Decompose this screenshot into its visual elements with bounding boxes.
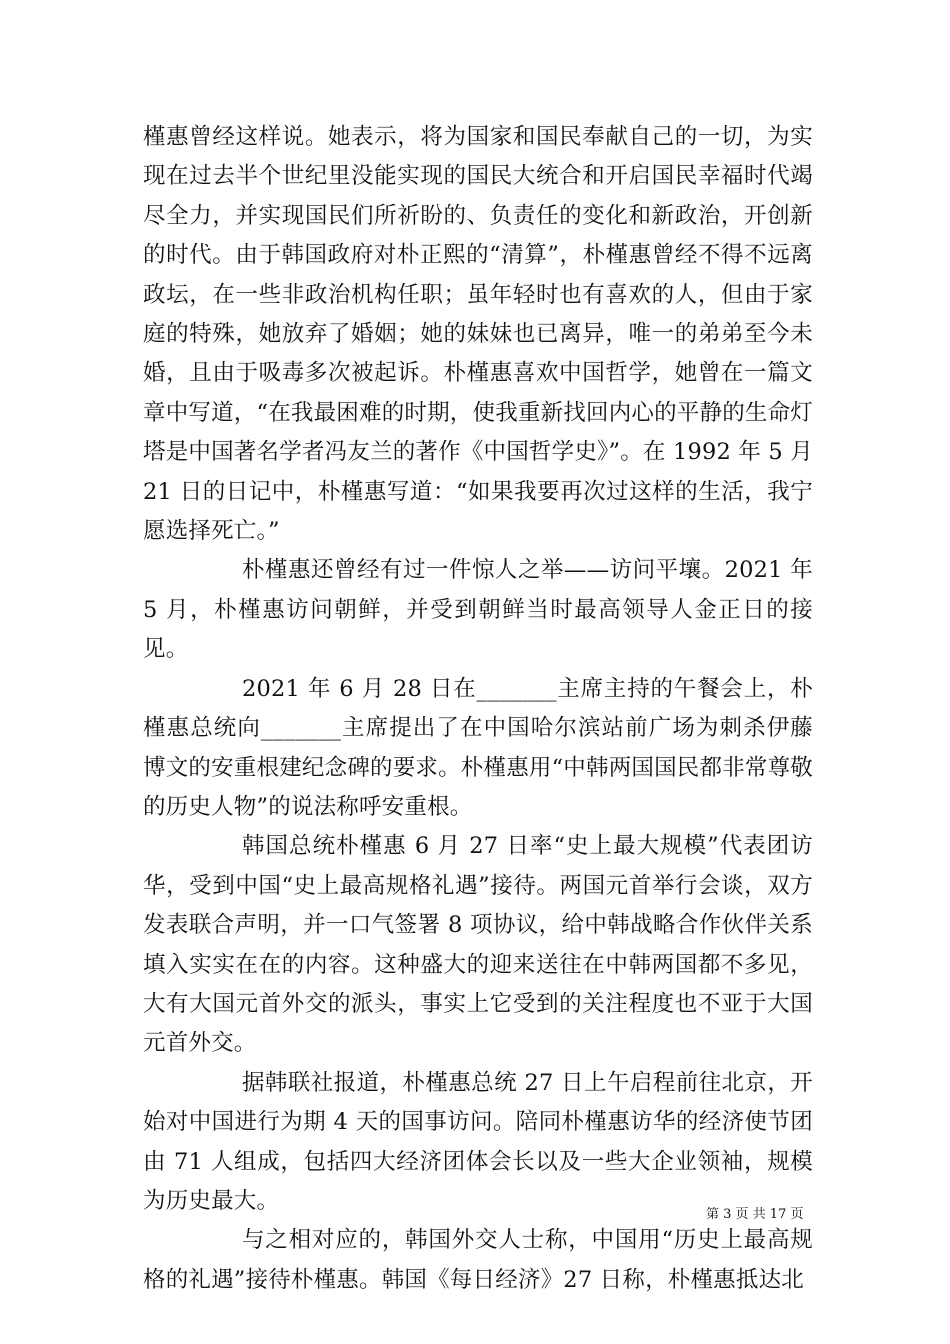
paragraph-1: 槿惠曾经这样说。她表示，将为国家和国民奉献自己的一切，为实现在过去半个世纪里没能实现的国民大统合和开启国民幸福时代竭尽全力，并实现国民们所祈盼的、负责任的变化和新政治，开创新的时代。由于韩国政府对朴正熙的“清算”，朴槿惠曾经不得不远离政坛，在一些非政治机构任职；虽年轻时也有喜欢的人，但由于家庭的特殊，她放弃了婚姻；她的妹妹也已离异，唯一的弟弟至今未婚，且由于吸毒多次被起诉。朴槿惠喜欢中国哲学，她曾在一篇文章中写道，“在我最困难的时期，使我重新找回内心的平静的生命灯塔是中国著名学者冯友兰的著作《中国哲学史》”。在 1992 年 5 月 21 日的日记中，朴槿惠写道：“如果我要再次过这样的生活，我宁愿选择死亡。” <box>143 124 814 545</box>
page-number-footer: 第 3 页 共 17 页 <box>706 1207 804 1222</box>
paragraph-5: 据韩联社报道，朴槿惠总统 27 日上午启程前往北京，开始对中国进行为期 4 天的国事访问。陪同朴槿惠访华的经济使节团由 71 人组成，包括四大经济团体会长以及一些大企业领袖，规模为历史最大。 <box>143 1069 813 1214</box>
paragraph-6: 与之相对应的，韩国外交人士称，中国用“历史上最高规格的礼遇”接待朴槿惠。韩国《每日经济》27 日称，朴槿惠抵达北 <box>143 1227 813 1293</box>
document-body <box>143 118 813 1300</box>
paragraph-4: 韩国总统朴槿惠 6 月 27 日率“史上最大规模”代表团访华，受到中国“史上最高规格礼遇”接待。两国元首举行会谈，双方发表联合声明，并一口气签署 8 项协议，给中韩战略合作伙伴关系填入实实在在的内容。这种盛大的迎来送往在中韩两国都不多见，大有大国元首外交的派头，事实上它受到的关注程度也不亚于大国元首外交。 <box>143 833 813 1057</box>
paragraph-2: 朴槿惠还曾经有过一件惊人之举——访问平壤。2021 年 5 月，朴槿惠访问朝鲜，并受到朝鲜当时最高领导人金正日的接见。 <box>143 557 813 663</box>
paragraph-3: 2021 年 6 月 28 日在_______主席主持的午餐会上，朴槿惠总统向_______主席提出了在中国哈尔滨站前广场为刺杀伊藤博文的安重根建纪念碑的要求。朴槿惠用“中韩两国国民都非常尊敬的历史人物”的说法称呼安重根。 <box>143 675 814 820</box>
